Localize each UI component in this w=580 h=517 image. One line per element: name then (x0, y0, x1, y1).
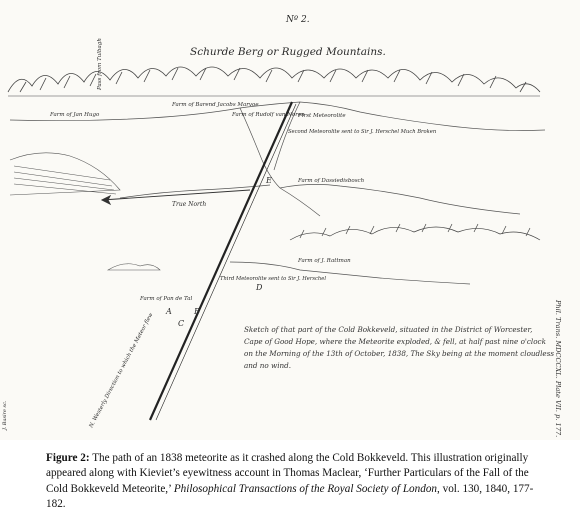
farm-label: Farm of Dassiedisbosch (298, 178, 365, 184)
small-hill (108, 264, 160, 270)
mountain-ridge (8, 67, 540, 96)
point-c: C (178, 319, 185, 328)
farm-label: Farm of Pan de Tal (140, 296, 193, 302)
sketch-line: on the Morning of the 13th of October, 1838, The Sky being at the moment cloudless (244, 349, 555, 358)
meteorite-label: Second Meteorolite sent to Sir J. Herschel Much Broken (288, 129, 437, 135)
farm-label: Farm of Rudolf van Noren (232, 112, 305, 118)
point-a: A (166, 307, 172, 316)
sketch-line: Cape of Good Hope, where the Meteorite exploded, & fell, at half past nine o'clock (244, 337, 546, 346)
point-e: E (266, 176, 272, 185)
farm-label: Farm of Jan Hugo (50, 112, 100, 118)
meteorite-label: First Meteorolite (298, 113, 346, 119)
caption-journal: Philosophical Transactions of the Royal Society of London (173, 482, 438, 495)
sketch-line: and no wind. (244, 361, 292, 370)
right-ridge (290, 224, 540, 240)
true-north-label: True North (172, 201, 207, 208)
engraver-credit: J. Basire sc. (2, 400, 8, 430)
direction-label: N. Westerly Direction to which the Meteor flew (88, 312, 155, 429)
caption-citation: , vol. 130, 1840, 177-182. (46, 482, 534, 511)
point-b: B (194, 307, 200, 316)
left-hill (10, 153, 120, 195)
rivers (10, 102, 545, 284)
caption-label: Figure 2: (46, 452, 90, 464)
pass-label: Pass from Tulbagh (97, 38, 103, 90)
figure-caption (46, 451, 546, 513)
meteorite-label: Third Meteorolite sent to Sir J. Herschel (220, 276, 326, 282)
plate-reference: Phil. Trans. MDCCCXL. Plate VII. p. 177. (554, 300, 562, 438)
meteor-path (150, 102, 296, 420)
point-d: D (256, 283, 263, 292)
sketch-line: Sketch of that part of the Cold Bokkeveld, situated in the District of Worcester, (244, 325, 533, 334)
range-title: Schurde Berg or Rugged Mountains. (190, 46, 386, 58)
farm-label: Farm of J. Rattman (298, 258, 351, 264)
plate-number: Nº 2. (286, 15, 310, 25)
farm-label: Farm of Barend Jacobs Marvoe (172, 102, 259, 108)
caption-text: The path of an 1838 meteorite as it crashed along the Cold Bokkeveld. This illustration originally appeared along with Kieviet’s eyewitness account in Thomas Maclear, ‘Further Particulars of the Fall of the Cold Bokkeveld Meteorite,’ (46, 452, 529, 495)
